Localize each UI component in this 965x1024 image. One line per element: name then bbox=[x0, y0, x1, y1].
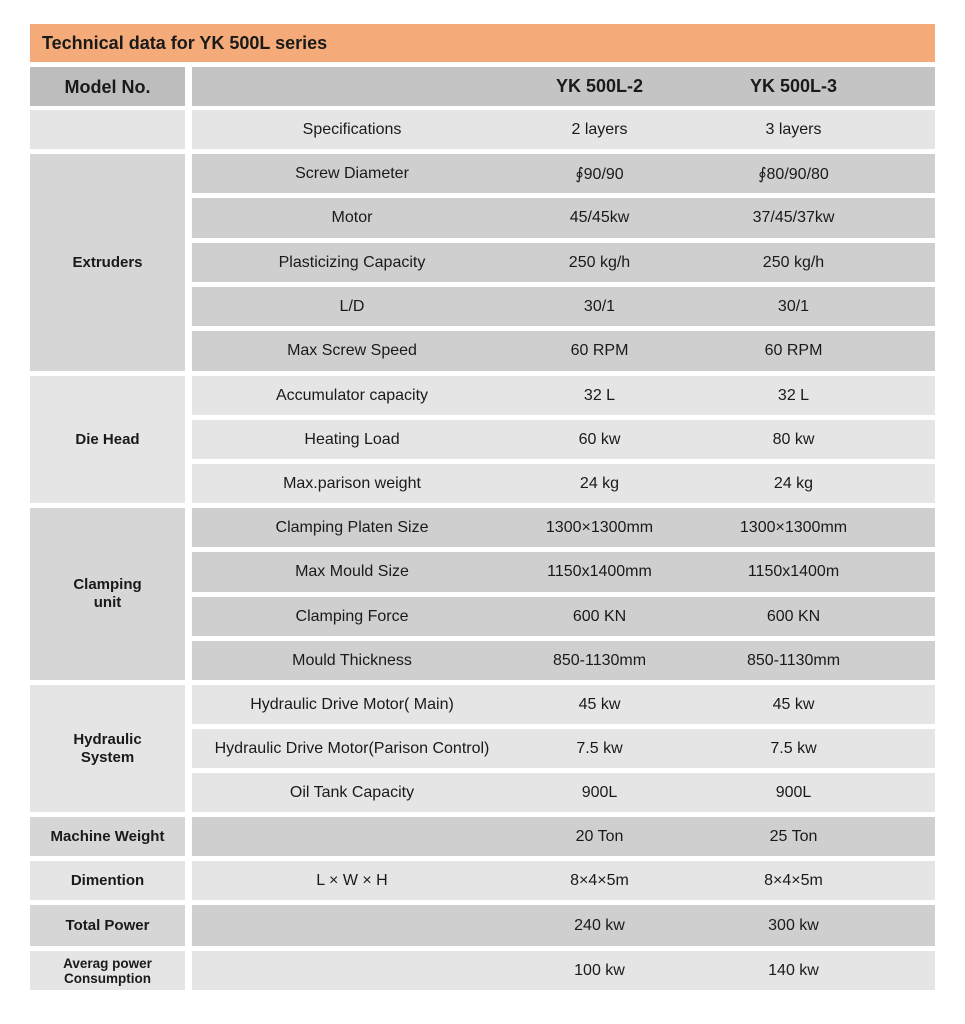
table-row bbox=[192, 597, 935, 636]
spec-label: Clamping Force bbox=[295, 607, 409, 625]
spec-label: Max Screw Speed bbox=[287, 342, 417, 359]
group-avg-power bbox=[30, 951, 185, 990]
group-clamping-unit bbox=[30, 508, 185, 680]
table-row bbox=[192, 464, 935, 503]
spec-label: Hydraulic Drive Motor( Main) bbox=[250, 695, 454, 713]
value-yk500l-2: 8×4×5m bbox=[570, 871, 629, 889]
table-row bbox=[192, 508, 935, 547]
value-yk500l-2: 600 KN bbox=[572, 607, 627, 625]
spec-label: Oil Tank Capacity bbox=[289, 783, 415, 801]
value-yk500l-2: 24 kg bbox=[579, 474, 620, 492]
model-no-header: Model No. bbox=[30, 67, 185, 106]
value-yk500l-3: 250 kg/h bbox=[762, 253, 825, 271]
table-row bbox=[192, 861, 935, 900]
table-row bbox=[192, 685, 935, 724]
table-row bbox=[192, 110, 935, 149]
spec-label bbox=[192, 817, 512, 856]
value-yk500l-2: 60 kw bbox=[578, 430, 621, 448]
spec-label bbox=[192, 951, 512, 990]
spec-label: Screw Diameter bbox=[295, 164, 409, 182]
table-row bbox=[192, 198, 935, 238]
spec-label: Motor bbox=[331, 209, 373, 226]
table-row bbox=[192, 951, 935, 990]
spec-label: Mould Thickness bbox=[292, 651, 412, 669]
value-yk500l-3: 600 KN bbox=[766, 607, 821, 625]
value-yk500l-3: 37/45/37kw bbox=[752, 209, 835, 226]
table-row bbox=[192, 641, 935, 680]
table-row bbox=[192, 243, 935, 282]
value-yk500l-3: ∮80/90/80 bbox=[758, 165, 829, 183]
value-yk500l-2: 7.5 kw bbox=[576, 739, 623, 757]
value-yk500l-2: 30/1 bbox=[583, 297, 616, 315]
spec-label: Specifications bbox=[302, 120, 402, 138]
model-yk500l-3: YK 500L-3 bbox=[749, 76, 838, 96]
group-avg-power-line2: Consumption bbox=[64, 970, 151, 986]
value-yk500l-2: ∮90/90 bbox=[575, 165, 624, 183]
value-yk500l-2: 45 kw bbox=[578, 695, 621, 713]
value-yk500l-2: 1150x1400mm bbox=[547, 563, 652, 580]
model-header-row bbox=[192, 67, 935, 106]
group-total-power: Total Power bbox=[30, 905, 185, 946]
table-row bbox=[192, 154, 935, 193]
spec-label: Plasticizing Capacity bbox=[278, 253, 426, 271]
value-yk500l-2: 2 layers bbox=[571, 120, 628, 138]
group-clamping-line2: unit bbox=[93, 594, 122, 611]
value-yk500l-2: 100 kw bbox=[574, 961, 625, 979]
spec-label bbox=[192, 905, 512, 946]
group-avg-power-line1: Averag power bbox=[63, 955, 152, 971]
value-yk500l-3: 8×4×5m bbox=[764, 871, 823, 889]
table-row bbox=[192, 773, 935, 812]
group-hydraulic-system bbox=[30, 685, 185, 812]
table-row bbox=[192, 420, 935, 459]
spec-label: Max Mould Size bbox=[295, 563, 409, 580]
value-yk500l-2: 45/45kw bbox=[569, 209, 630, 226]
group-die-head: Die Head bbox=[30, 376, 185, 503]
group-clamping-line1: Clamping bbox=[73, 576, 142, 593]
value-yk500l-3: 7.5 kw bbox=[770, 739, 817, 757]
spec-label: Clamping Platen Size bbox=[275, 518, 429, 536]
table-row bbox=[192, 287, 935, 326]
table-title: Technical data for YK 500L series bbox=[30, 24, 935, 62]
group-hydraulic-line2: System bbox=[80, 748, 135, 766]
value-yk500l-2: 850-1130mm bbox=[552, 651, 647, 669]
group-machine-weight: Machine Weight bbox=[30, 817, 185, 856]
value-yk500l-3: 24 kg bbox=[773, 474, 814, 492]
value-yk500l-3: 3 layers bbox=[765, 120, 822, 138]
table-row bbox=[192, 376, 935, 415]
value-yk500l-3: 140 kw bbox=[768, 961, 819, 979]
group-dimention: Dimention bbox=[30, 861, 185, 900]
value-yk500l-2: 900L bbox=[581, 783, 618, 801]
table-row bbox=[192, 905, 935, 946]
value-yk500l-3: 60 RPM bbox=[764, 342, 823, 359]
value-yk500l-3: 900L bbox=[775, 783, 812, 801]
value-yk500l-2: 1300×1300mm bbox=[545, 518, 654, 536]
table-row bbox=[192, 729, 935, 768]
value-yk500l-3: 25 Ton bbox=[769, 827, 818, 845]
table-row bbox=[192, 817, 935, 856]
value-yk500l-2: 20 Ton bbox=[575, 827, 624, 845]
value-yk500l-2: 32 L bbox=[583, 386, 616, 404]
value-yk500l-3: 300 kw bbox=[768, 916, 819, 934]
group-blank bbox=[30, 110, 185, 149]
value-yk500l-3: 30/1 bbox=[777, 297, 810, 315]
table-row bbox=[192, 331, 935, 371]
value-yk500l-2: 60 RPM bbox=[570, 342, 629, 359]
value-yk500l-3: 1300×1300mm bbox=[739, 518, 848, 536]
value-yk500l-3: 45 kw bbox=[772, 695, 815, 713]
spec-label: Heating Load bbox=[304, 430, 400, 448]
value-yk500l-3: 1150x1400m bbox=[747, 563, 840, 580]
spec-label: Max.parison weight bbox=[283, 474, 421, 492]
spec-label: Accumulator capacity bbox=[275, 386, 429, 404]
group-extruders: Extruders bbox=[30, 154, 185, 371]
value-yk500l-3: 32 L bbox=[777, 386, 810, 404]
value-yk500l-3: 80 kw bbox=[772, 430, 815, 448]
group-hydraulic-line1: Hydraulic bbox=[73, 730, 142, 748]
spec-label: L × W × H bbox=[316, 871, 388, 889]
value-yk500l-2: 250 kg/h bbox=[568, 253, 631, 271]
spec-label: Hydraulic Drive Motor(Parison Control) bbox=[214, 739, 490, 757]
spec-label: L/D bbox=[339, 297, 365, 315]
value-yk500l-3: 850-1130mm bbox=[746, 651, 841, 669]
table-row bbox=[192, 552, 935, 592]
model-yk500l-2: YK 500L-2 bbox=[555, 76, 644, 96]
value-yk500l-2: 240 kw bbox=[574, 916, 625, 934]
